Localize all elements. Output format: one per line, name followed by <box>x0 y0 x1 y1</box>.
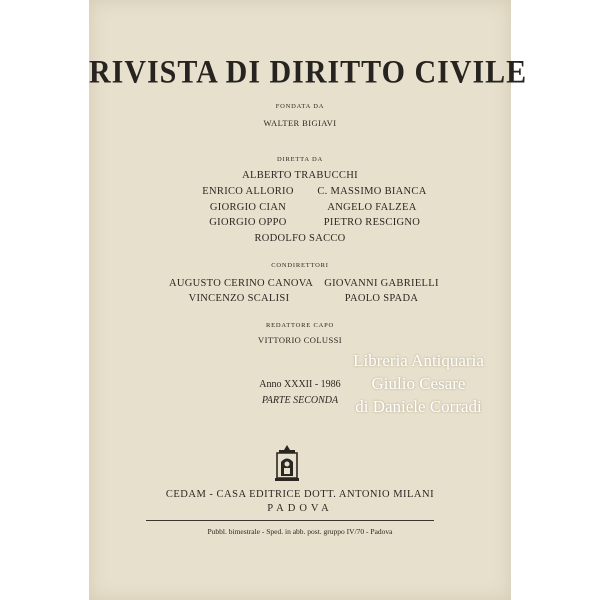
director-right-2: ANGELO FALZEA <box>327 202 417 213</box>
editor-label: REDATTORE CAPO <box>266 322 334 329</box>
watermark-line-3: di Daniele Corradi <box>355 397 482 416</box>
footer-note: Pubbl. bimestrale - Sped. in abb. post. gruppo IV/70 - Padova <box>207 527 393 536</box>
journal-title: RIVISTA DI DIRITTO CIVILE <box>89 54 528 91</box>
director-right-3: PIETRO RESCIGNO <box>323 217 421 228</box>
founder-name: WALTER BIGIAVI <box>263 118 337 128</box>
codirector-right-2: PAOLO SPADA <box>344 293 419 304</box>
cover-page <box>89 0 528 600</box>
director-left-3: GIORGIO OPPO <box>209 217 287 228</box>
director-last: RODOLFO SACCO <box>254 233 346 244</box>
part-label: PARTE SECONDA <box>261 395 339 406</box>
year-line: Anno XXXII - 1986 <box>259 379 341 390</box>
publisher-emblem-icon <box>274 444 300 482</box>
codirectors-label: CONDIRETTORI <box>271 262 329 269</box>
codirector-left-2: VINCENZO SCALISI <box>188 293 290 304</box>
publisher-city: PADOVA <box>267 503 333 514</box>
founded-label: FONDATA DA <box>275 103 325 110</box>
director-left-1: ENRICO ALLORIO <box>202 186 294 197</box>
footer-divider <box>146 520 434 521</box>
publisher-name: CEDAM - CASA EDITRICE DOTT. ANTONIO MILANI <box>165 489 435 500</box>
watermark-line-2: Giulio Cesare <box>371 374 466 393</box>
directed-label: DIRETTA DA <box>277 156 323 163</box>
codirector-right-1: GIOVANNI GABRIELLI <box>324 278 439 289</box>
editor-name: VITTORIO COLUSSI <box>258 335 342 345</box>
director-right-1: C. MASSIMO BIANCA <box>317 186 427 197</box>
director-left-2: GIORGIO CIAN <box>209 202 287 213</box>
watermark-line-1: Libreria Antiquaria <box>353 351 484 370</box>
director-lead: ALBERTO TRABUCCHI <box>242 170 358 181</box>
codirector-left-1: AUGUSTO CERINO CANOVA <box>169 278 314 289</box>
